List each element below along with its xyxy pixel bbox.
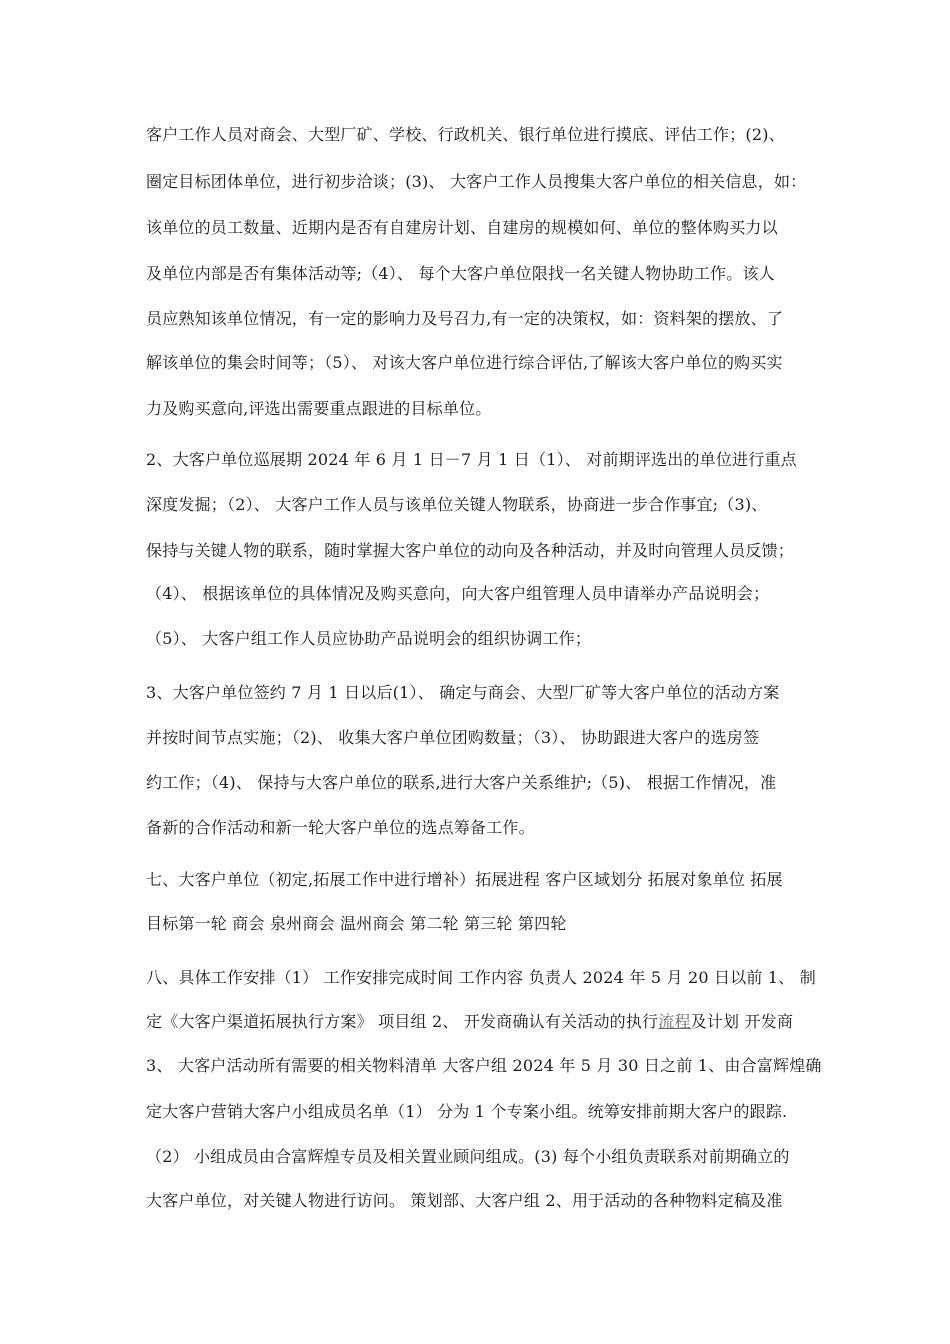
- paragraph-line: 力及购买意向,评选出需要重点跟进的目标单位。: [146, 399, 492, 418]
- line-text-after: 及计划 开发商: [690, 1012, 794, 1031]
- paragraph-line: 保持与关键人物的联系，随时掌握大客户单位的动向及各种活动，并及时向管理人员反馈；: [146, 541, 795, 560]
- paragraph-line: 目标第一轮 商会 泉州商会 温州商会 第二轮 第三轮 第四轮: [146, 914, 567, 933]
- paragraph-line: 该单位的员工数量、近期内是否有自建房计划、自建房的规模如何、单位的整体购买力以: [146, 218, 778, 237]
- paragraph-line: 及单位内部是否有集体活动等;（4）、 每个大客户单位限找一名关键人物协助工作。该人: [146, 264, 775, 283]
- paragraph-line: 客户工作人员对商会、大型厂矿、学校、行政机关、银行单位进行摸底、评估工作；(2)、: [146, 125, 785, 144]
- paragraph-line: 3、大客户单位签约 7 月 1 日以后(1）、 确定与商会、大型厂矿等大客户单位的活动方案: [146, 683, 780, 702]
- paragraph-line-with-link: [146, 1011, 793, 1033]
- paragraph-line: 2、大客户单位巡展期 2024 年 6 月 1 日－7 月 1 日（1）、 对前期评选出的单位进行重点: [146, 450, 797, 469]
- paragraph-line: 圈定目标团体单位，进行初步洽谈；(3)、 大客户工作人员搜集大客户单位的相关信息，如：: [146, 172, 807, 191]
- paragraph-line: 并按时间节点实施；（2)、 收集大客户单位团购数量；（3）、 协助跟进大客户的选房签: [146, 728, 760, 747]
- paragraph-line: （4）、 根据该单位的具体情况及购买意向，向大客户组管理人员申请举办产品说明会；: [146, 584, 770, 603]
- paragraph-line: 3、 大客户活动所有需要的相关物料清单 大客户组 2024 年 5 月 30 日之前 1、由合富辉煌确: [146, 1056, 822, 1075]
- process-link[interactable]: 流程: [658, 1012, 691, 1031]
- paragraph-line: 员应熟知该单位情况，有一定的影响力及号召力,有一定的决策权，如：资料架的摆放、了: [146, 309, 784, 328]
- paragraph-line: 深度发掘；（2）、 大客户工作人员与该单位关键人物联系，协商进一步合作事宜;（3)、: [146, 495, 768, 514]
- paragraph-line: （5）、 大客户组工作人员应协助产品说明会的组织协调工作；: [146, 629, 592, 648]
- paragraph-line: （2） 小组成员由合富辉煌专员及相关置业顾问组成。(3) 每个小组负责联系对前期确立的: [146, 1147, 790, 1166]
- paragraph-line: 大客户单位，对关键人物进行访问。 策划部、大客户组 2、用于活动的各种物料定稿及准: [146, 1191, 783, 1210]
- paragraph-line: 七、大客户单位（初定,拓展工作中进行增补）拓展进程 客户区域划分 拓展对象单位 拓展: [146, 870, 783, 889]
- paragraph-line: 八、具体工作安排（1） 工作安排完成时间 工作内容 负责人 2024 年 5 月 20 日以前 1、 制: [146, 968, 816, 987]
- line-text-before: 定《大客户渠道拓展执行方案》 项目组 2、 开发商确认有关活动的执行: [146, 1012, 659, 1031]
- paragraph-line: 约工作；（4)、 保持与大客户单位的联系,进行大客户关系维护;（5)、 根据工作情况，准: [146, 773, 777, 792]
- paragraph-line: 定大客户营销大客户小组成员名单（1） 分为 1 个专案小组。统筹安排前期大客户的跟踪.: [146, 1102, 788, 1121]
- paragraph-line: 备新的合作活动和新一轮大客户单位的选点筹备工作。: [146, 818, 535, 837]
- paragraph-line: 解该单位的集会时间等；（5）、 对该大客户单位进行综合评估,了解该大客户单位的购买实: [146, 353, 783, 372]
